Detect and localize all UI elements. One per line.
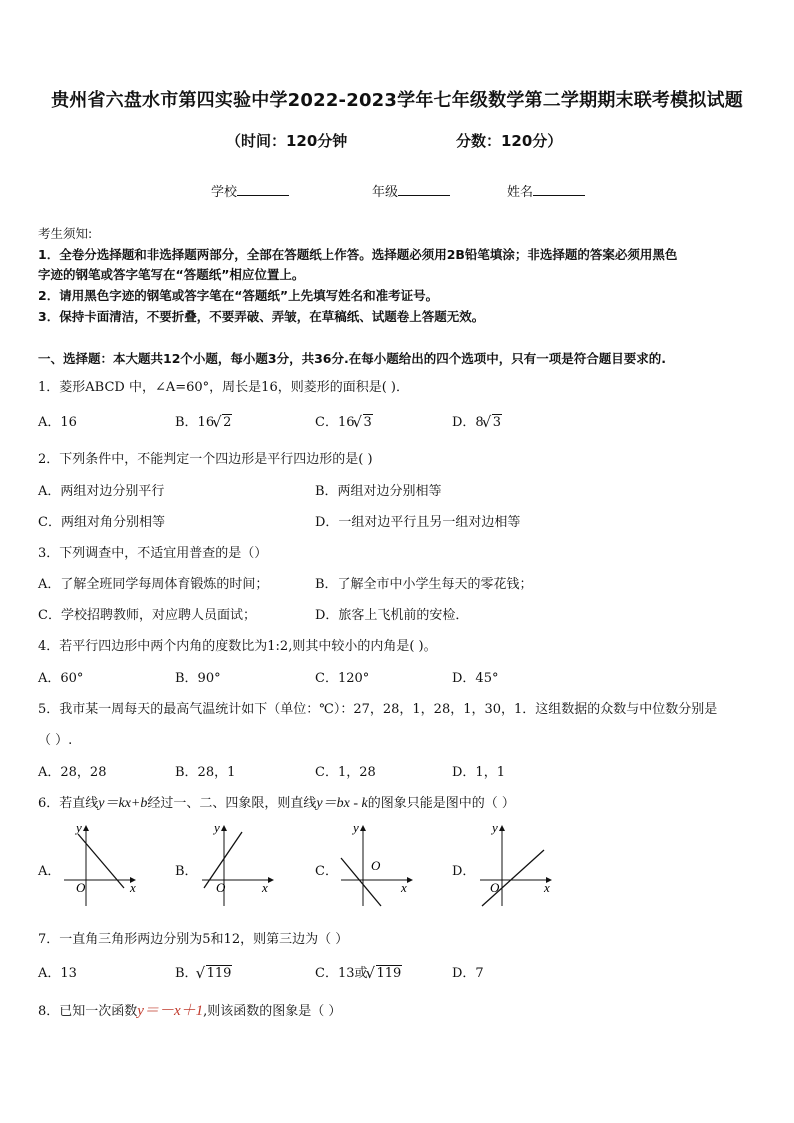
q3-option-d[interactable]: D．旅客上飞机前的安检． [315, 608, 469, 623]
q8-equation: y＝－x＋1 [137, 1003, 204, 1019]
q6-option-c-label[interactable]: C． [315, 864, 338, 879]
q3-option-c[interactable]: C．学校招聘教师，对应聘人员面试； [38, 608, 256, 623]
notice-line-3: 2．请用黑色字迹的钢笔或答字笔在“答题纸”上先填写姓名和准考证号。 [38, 288, 439, 303]
origin-label: O [216, 880, 226, 895]
y-label: y [353, 820, 359, 835]
y-label: y [492, 820, 498, 835]
q1-option-d-text: D．8 [452, 415, 484, 430]
q6-stem-mid: 经过一、二、四象限，则直线 [147, 796, 317, 811]
origin-label: O [371, 858, 381, 873]
q5-stem-line-1: 5．我市某一周每天的最高气温统计如下（单位：℃）：27，28，1，28，1，30，1．这组数据的众数与中位数分别是 [38, 702, 718, 717]
q6-equation-1: y＝kx+b [98, 796, 148, 811]
q7-option-b[interactable] [175, 962, 232, 981]
school-field [211, 181, 289, 200]
x-arrow-icon [407, 877, 413, 883]
sqrt-symbol [198, 966, 233, 981]
q7-option-c-radicand: 119 [376, 966, 402, 981]
q4-option-d[interactable]: D．45° [452, 671, 499, 686]
q1-option-b[interactable] [175, 411, 232, 430]
q5-option-b[interactable]: B．28，1 [175, 765, 236, 780]
x-label: x [130, 880, 136, 895]
q6-graph-d[interactable] [474, 820, 554, 908]
sqrt-symbol [355, 415, 373, 430]
q2-option-c[interactable]: C．两组对角分别相等 [38, 515, 165, 530]
name-blank[interactable] [533, 183, 585, 196]
section-heading: 一、选择题：本大题共12个小题，每小题3分，共36分.在每小题给出的四个选项中，只有一项是符合题目要求的. [38, 351, 666, 366]
grade-blank[interactable] [398, 183, 450, 196]
q7-option-d[interactable]: D．7 [452, 966, 484, 981]
q6-option-d-label[interactable]: D． [452, 864, 476, 879]
q6-graph-c[interactable] [335, 820, 415, 908]
q1-option-c-text: C．16 [315, 415, 355, 430]
notice-line-1: 1．全卷分选择题和非选择题两部分，全部在答题纸上作答。选择题必须用2B铅笔填涂；非选择题的答案必须用黑色 [38, 247, 678, 262]
y-arrow-icon [83, 825, 89, 831]
origin-label: O [490, 880, 500, 895]
sqrt-symbol [214, 415, 232, 430]
q1-option-c[interactable] [315, 411, 373, 430]
q5-option-a[interactable]: A．28，28 [38, 765, 107, 780]
q6-stem-pre: 6．若直线 [38, 796, 99, 811]
q7-option-c-text: C．13或 [315, 966, 368, 981]
notice-line-2: 字迹的钢笔或答字笔写在“答题纸”相应位置上。 [38, 267, 305, 282]
q4-option-b[interactable]: B．90° [175, 671, 221, 686]
x-label: x [544, 880, 550, 895]
grade-field [372, 181, 450, 200]
school-label: 学校 [211, 185, 238, 200]
q1-option-b-text: B．16 [175, 415, 215, 430]
q2-option-d[interactable]: D．一组对边平行且另一组对边相等 [315, 515, 521, 530]
school-blank[interactable] [237, 183, 289, 196]
q3-stem: 3．下列调查中，不适宜用普查的是（） [38, 546, 268, 561]
q2-stem: 2．下列条件中，不能判定一个四边形是平行四边形的是( ) [38, 452, 373, 467]
q1-option-c-radicand: 3 [363, 415, 372, 430]
q5-option-c[interactable]: C．1，28 [315, 765, 376, 780]
q6-option-b-label[interactable]: B． [175, 864, 198, 879]
y-arrow-icon [499, 825, 505, 831]
notice-line-4: 3．保持卡面清洁，不要折叠，不要弄破、弄皱，在草稿纸、试题卷上答题无效。 [38, 309, 485, 324]
exam-score: 分数：120分） [456, 132, 563, 150]
q8-stem-pre: 8．已知一次函数 [38, 1004, 138, 1019]
q8-stem [38, 999, 341, 1020]
name-label: 姓名 [507, 185, 534, 200]
sqrt-symbol [484, 415, 502, 430]
q7-option-b-radicand: 119 [206, 966, 232, 981]
q6-graph-a[interactable] [58, 820, 138, 908]
q1-option-d-radicand: 3 [492, 415, 501, 430]
origin-label: O [76, 880, 86, 895]
graph-line [482, 850, 544, 906]
q5-option-d[interactable]: D．1，1 [452, 765, 505, 780]
y-arrow-icon [360, 825, 366, 831]
q6-stem-post: 的图象只能是图中的（ ） [367, 796, 515, 811]
q7-option-b-text: B． [175, 966, 198, 981]
q7-option-a[interactable]: A．13 [38, 966, 77, 981]
exam-time: （时间：120分钟 [226, 132, 348, 150]
q4-option-c[interactable]: C．120° [315, 671, 370, 686]
q1-stem: 1．菱形ABCD 中，∠A=60°，周长是16，则菱形的面积是( )． [38, 380, 409, 395]
q6-stem [38, 792, 515, 812]
q8-stem-post: ,则该函数的图象是（ ） [203, 1004, 342, 1019]
name-field [507, 181, 585, 200]
q1-option-b-radicand: 2 [223, 415, 232, 430]
q5-stem-line-2: （ ）. [38, 733, 73, 748]
y-label: y [214, 820, 220, 835]
q3-option-b[interactable]: B．了解全市中小学生每天的零花钱； [315, 577, 533, 592]
q3-option-a[interactable]: A．了解全班同学每周体育锻炼的时间； [38, 577, 269, 592]
q7-option-c[interactable] [315, 962, 402, 981]
q7-stem: 7．一直角三角形两边分别为5和12，则第三边为（ ） [38, 932, 349, 947]
q1-option-a[interactable]: A．16 [38, 415, 77, 430]
q4-option-a[interactable]: A．60° [38, 671, 84, 686]
x-arrow-icon [268, 877, 274, 883]
q1-option-d[interactable] [452, 411, 502, 430]
x-label: x [262, 880, 268, 895]
exam-title: 贵州省六盘水市第四实验中学2022-2023学年七年级数学第二学期期末联考模拟试题 [51, 90, 743, 111]
q2-option-b[interactable]: B．两组对边分别相等 [315, 484, 442, 499]
q6-option-a-label[interactable]: A． [38, 864, 61, 879]
notice-heading: 考生须知: [38, 226, 93, 241]
q2-option-a[interactable]: A．两组对边分别平行 [38, 484, 165, 499]
q6-equation-2: y＝bx - k [316, 796, 368, 811]
sqrt-symbol [368, 966, 403, 981]
x-label: x [401, 880, 407, 895]
q4-stem: 4．若平行四边形中两个内角的度数比为1:2,则其中较小的内角是( )。 [38, 639, 437, 654]
q6-graph-b[interactable] [196, 820, 276, 908]
y-arrow-icon [221, 825, 227, 831]
y-label: y [76, 820, 82, 835]
grade-label: 年级 [372, 185, 399, 200]
